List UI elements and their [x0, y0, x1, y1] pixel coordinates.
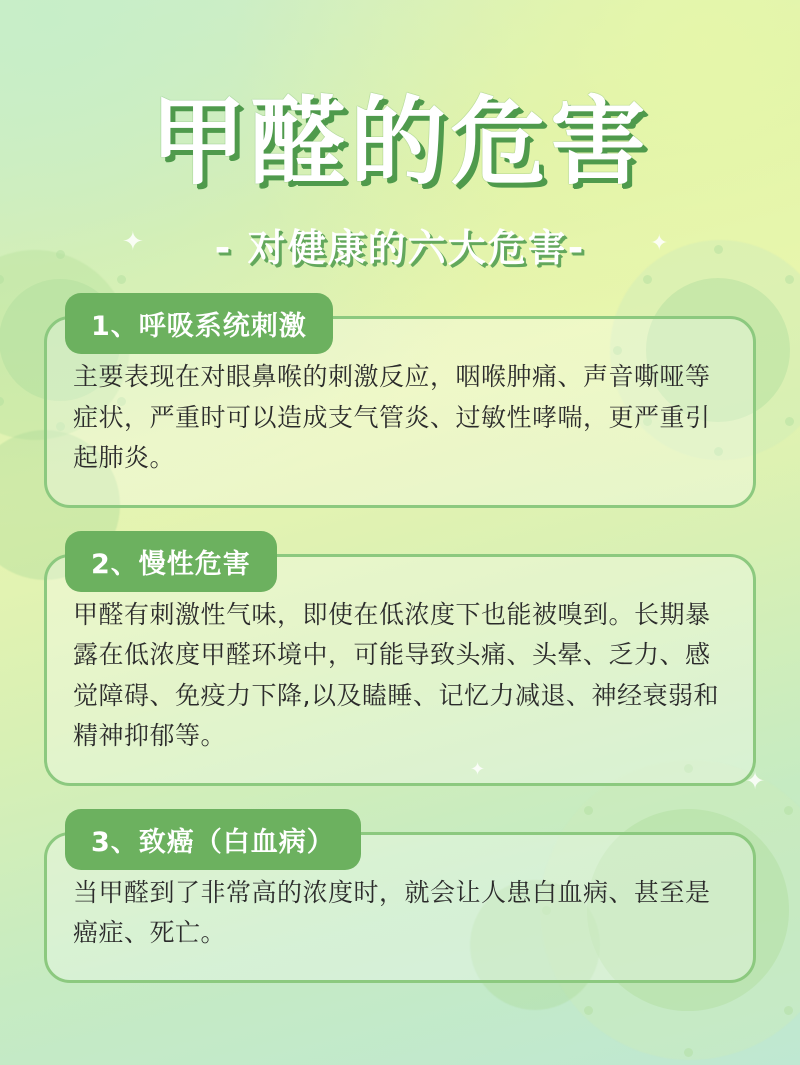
page-title: 甲醛的危害 — [150, 86, 650, 198]
hazard-card-body: 甲醛有刺激性气味，即使在低浓度下也能被嗅到。长期暴露在低浓度甲醛环境中，可能导致头痛、头晕、乏力、感觉障碍、免疫力下降,以及瞌睡、记忆力减退、神经衰弱和精神抑郁等。 — [73, 599, 719, 750]
hazard-card — [44, 311, 756, 508]
hazard-card-heading: 3、致癌（白血病） — [65, 809, 361, 870]
sparkle-icon: ✦ — [122, 226, 144, 256]
hazard-card — [44, 548, 756, 786]
hazard-card-list — [34, 311, 766, 983]
page-subtitle: - 对健康的六大危害- — [214, 226, 586, 270]
sparkle-icon: ✦ — [650, 230, 669, 255]
hazard-card — [44, 826, 756, 983]
sparkle-icon: ✦ — [745, 768, 766, 795]
hazard-card-body: 当甲醛到了非常高的浓度时，就会让人患白血病、甚至是癌症、死亡。 — [73, 877, 711, 947]
hazard-card-heading: 1、呼吸系统刺激 — [65, 293, 333, 354]
hazard-card-body: 主要表现在对眼鼻喉的刺激反应，咽喉肿痛、声音嘶哑等症状，严重时可以造成支气管炎、过敏性哮喘，更严重引起肺炎。 — [73, 362, 711, 472]
sparkle-icon: ✦ — [470, 759, 486, 779]
hazard-card-heading: 2、慢性危害 — [65, 531, 277, 592]
